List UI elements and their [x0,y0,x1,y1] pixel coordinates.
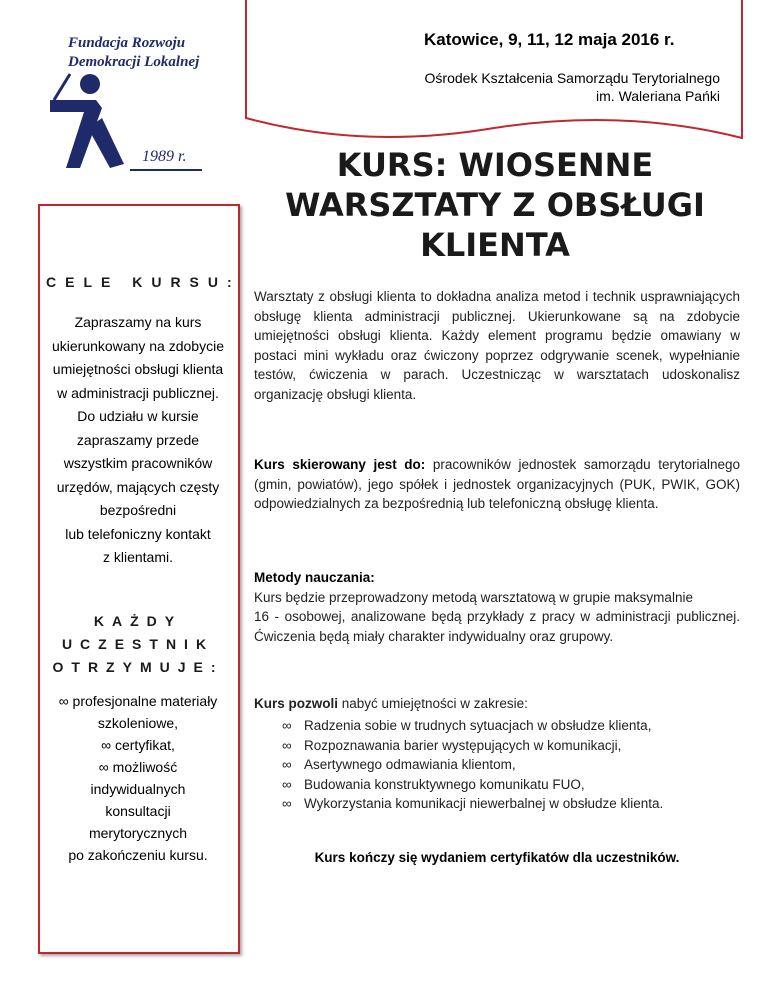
goals-line: Zapraszamy na kurs [74,314,202,330]
goals-line: wszystkim pracowników [63,455,213,471]
list-item [282,794,663,814]
methods-label: Metody nauczania: [254,570,375,585]
goals-line: urzędów, mających częsty [56,478,220,495]
benefit-line: po zakończeniu kursu. [68,847,208,863]
skills-label: Kurs pozwoli [254,696,338,711]
closing-note: Kurs kończy się wydaniem certyfikatów dla uczestników. [314,850,680,865]
bullet-infinity-icon: ∞ [282,737,292,753]
institution-name [400,69,720,105]
benefit-line: indywidualnych [90,781,186,797]
goals-line: w administracji publicznej. [57,384,219,401]
participant-heading-line: UCZESTNIK [61,636,215,652]
benefits-list [40,690,236,866]
skill-text: Wykorzystania komunikacji niewerbalnej w obsłudze klienta. [304,796,664,811]
title-line3: KLIENTA [420,226,570,264]
list-item [282,716,663,736]
goals-line: zapraszamy przede [76,431,200,448]
goals-line: z klientami. [102,549,174,565]
skill-text: Budowania konstruktywnego komunikatu FUO, [304,776,585,792]
goals-line: bezpośredni [99,502,177,518]
benefit-line: szkoleniowe, [97,715,179,731]
bullet-infinity-icon: ∞ [282,718,292,733]
logo-organization-name [68,34,199,72]
logo-org-line2: Demokracji Lokalnej [68,54,200,70]
institution-line1: Ośrodek Kształcenia Samorządu Terytorialnego [424,70,720,86]
benefit-line: konsultacji [105,803,171,819]
title-line2: WARSZTATY Z OBSŁUGI [285,186,705,224]
participant-heading [40,610,236,679]
logo-year: 1989 r. [142,148,187,165]
goals-line: lub telefoniczny kontakt [65,525,211,542]
goals-heading: CELE KURSU: [46,274,241,290]
list-item [282,775,663,795]
skill-text: Asertywnego odmawiania klientom, [304,757,516,772]
goals-line: Do udziału w kursie [77,408,199,424]
goals-line: umiejętności obsługi klienta [52,361,224,377]
page-title [240,145,750,265]
skills-list [282,716,663,814]
goals-line: ukierunkowany na zdobycie [52,337,224,354]
intro-paragraph: Warsztaty z obsługi klienta to dokładna analiza metod i technik usprawniających obsługę klienta administracji publicznej. Ukierunkowane są na zdobycie umiejętności obsługi klienta. Każdy element programu będzie omawiany w postaci mini wykładu oraz ćwiczony poprzez odgrywanie scenek, wypełnianie testów, ćwiczenia w parach. Uczestnicząc w warsztatach udoskonalisz organizację obsługi klienta. [254,289,740,402]
participant-heading-line: OTRZYMUJE: [52,659,224,675]
audience-text: pracowników jednostek samorządu terytorialnego (gmin, powiatów), jego spółek i jednostek organizacyjnych (PUK, PWIK, GOK) odpowiedzialnych za bezpośrednią lub telefoniczną obsługę klienta. [254,457,740,511]
list-item [282,755,663,775]
benefit-line: ∞ certyfikat, [101,737,175,753]
walking-figure-logo-icon [44,72,144,172]
bullet-infinity-icon: ∞ [282,796,292,811]
audience-label: Kurs skierowany jest do: [254,457,426,472]
methods-paragraph [254,568,740,646]
institution-line2: im. Waleriana Pańki [596,88,720,104]
skill-text: Radzenia sobie w trudnych sytuacjach w obsłudze klienta, [304,718,652,733]
methods-line1: Kurs będzie przeprowadzony metodą warsztatową w grupie maksymalnie [254,589,693,605]
sidebar-top-border [38,204,238,206]
benefit-line: merytorycznych [88,825,188,841]
event-date: Katowice, 9, 11, 12 maja 2016 r. [424,30,675,49]
methods-line2: 16 - osobowej, analizowane będą przykłady z pracy w administracji publicznej. Ćwiczenia będą miały charakter indywidualny oraz grupowy. [254,609,740,644]
skills-heading [254,696,528,711]
benefit-line: ∞ możliwość [98,759,178,775]
participant-heading-line: KAŻDY [93,613,183,629]
bullet-infinity-icon: ∞ [282,776,292,792]
logo-org-line1: Fundacja Rozwoju [68,35,186,51]
list-item [282,736,663,756]
bullet-infinity-icon: ∞ [282,757,292,772]
skills-intro: nabyć umiejętności w zakresie: [338,696,528,711]
skill-text: Rozpoznawania barier występujących w komunikacji, [304,737,622,753]
goals-text [40,311,236,570]
logo-underline [130,169,202,171]
benefit-line: ∞ profesjonalne materiały [58,693,218,709]
title-line1: KURS: WIOSENNE [336,146,654,184]
audience-paragraph [254,455,740,514]
